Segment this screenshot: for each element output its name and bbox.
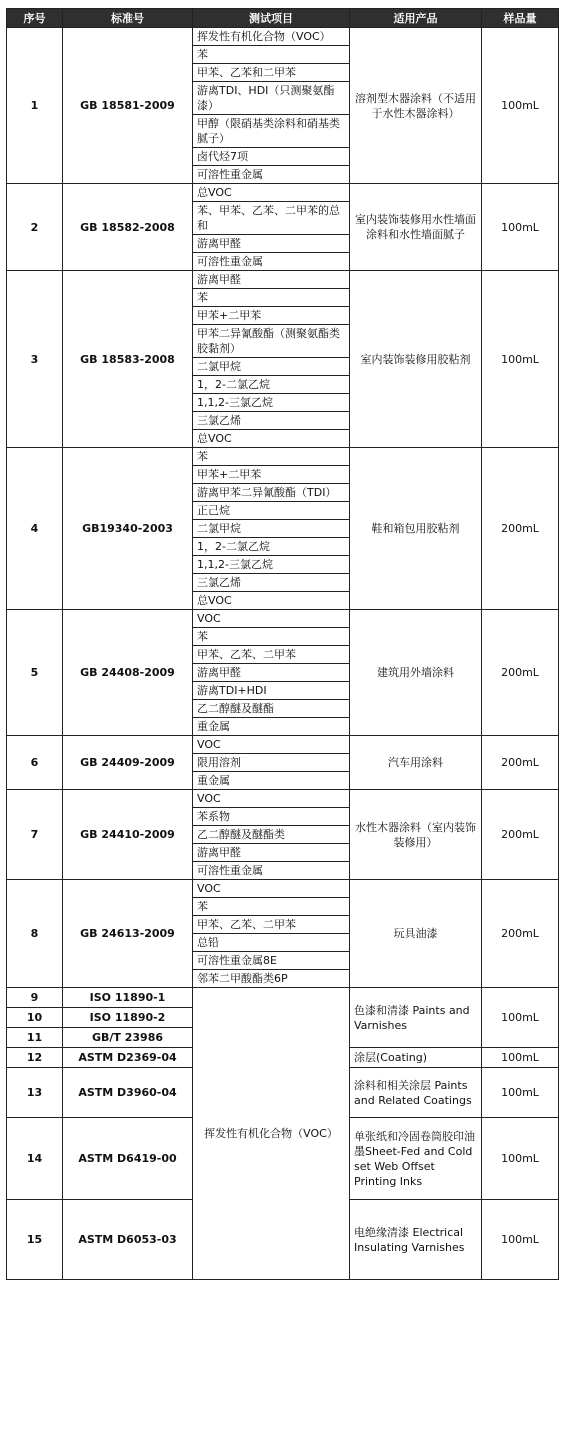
test-item: 游离甲苯二异氰酸酯（TDI） [193, 484, 350, 502]
test-item: 乙二醇醚及醚酯 [193, 700, 350, 718]
applicable-product: 建筑用外墙涂料 [350, 610, 482, 736]
standard-code: GB 24613-2009 [63, 880, 193, 988]
table-body [7, 28, 559, 1280]
row-number: 14 [7, 1118, 63, 1200]
table-row [7, 610, 559, 628]
test-item: 总铅 [193, 934, 350, 952]
standard-code: GB19340-2003 [63, 448, 193, 610]
test-item: 三氯乙烯 [193, 412, 350, 430]
test-item: 游离甲醛 [193, 664, 350, 682]
standard-code: GB 18581-2009 [63, 28, 193, 184]
header-test-item: 测试项目 [193, 9, 350, 28]
table-row [7, 271, 559, 289]
sample-amount: 100mL [482, 988, 559, 1048]
table-row [7, 988, 559, 1008]
test-item: VOC [193, 790, 350, 808]
applicable-product: 汽车用涂料 [350, 736, 482, 790]
table-row [7, 28, 559, 46]
header-no: 序号 [7, 9, 63, 28]
test-item: 挥发性有机化合物（VOC） [193, 28, 350, 46]
test-item: 总VOC [193, 592, 350, 610]
test-item: 1,1,2-三氯乙烷 [193, 556, 350, 574]
test-item: 甲苯、乙苯、二甲苯 [193, 916, 350, 934]
row-number: 11 [7, 1028, 63, 1048]
standard-code: ASTM D6053-03 [63, 1200, 193, 1280]
test-item: 卤代烃7项 [193, 148, 350, 166]
test-item: 甲苯+二甲苯 [193, 466, 350, 484]
row-number: 9 [7, 988, 63, 1008]
table-row [7, 448, 559, 466]
test-item: 二氯甲烷 [193, 520, 350, 538]
sample-amount: 100mL [482, 1118, 559, 1200]
standard-code: ISO 11890-1 [63, 988, 193, 1008]
sample-amount: 100mL [482, 28, 559, 184]
header-standard: 标准号 [63, 9, 193, 28]
test-item: 1，2-二氯乙烷 [193, 538, 350, 556]
test-item: 可溶性重金属 [193, 166, 350, 184]
header-product: 适用产品 [350, 9, 482, 28]
test-item: 可溶性重金属 [193, 862, 350, 880]
test-item: 苯 [193, 448, 350, 466]
standard-code: GB 24410-2009 [63, 790, 193, 880]
row-number: 12 [7, 1048, 63, 1068]
row-number: 3 [7, 271, 63, 448]
row-number: 10 [7, 1008, 63, 1028]
test-item: 三氯乙烯 [193, 574, 350, 592]
test-item: VOC [193, 880, 350, 898]
row-number: 13 [7, 1068, 63, 1118]
test-item: 苯 [193, 46, 350, 64]
table-row [7, 736, 559, 754]
test-item: 正己烷 [193, 502, 350, 520]
standard-code: ASTM D3960-04 [63, 1068, 193, 1118]
test-item: 苯 [193, 628, 350, 646]
applicable-product: 涂层(Coating) [350, 1048, 482, 1068]
applicable-product: 单张纸和冷固卷筒胶印油墨Sheet-Fed and Cold set Web Offset Printing Inks [350, 1118, 482, 1200]
applicable-product: 室内装饰装修用水性墙面涂料和水性墙面腻子 [350, 184, 482, 271]
row-number: 4 [7, 448, 63, 610]
standard-code: ASTM D2369-04 [63, 1048, 193, 1068]
test-item: 乙二醇醚及醚酯类 [193, 826, 350, 844]
standard-code: GB 18582-2008 [63, 184, 193, 271]
test-item: 甲苯、乙苯和二甲苯 [193, 64, 350, 82]
table-row [7, 880, 559, 898]
sample-amount: 100mL [482, 184, 559, 271]
sample-amount: 200mL [482, 610, 559, 736]
test-item: 邻苯二甲酸酯类6P [193, 970, 350, 988]
applicable-product: 色漆和清漆 Paints and Varnishes [350, 988, 482, 1048]
standard-code: ISO 11890-2 [63, 1008, 193, 1028]
test-item: VOC [193, 610, 350, 628]
test-item: 苯 [193, 289, 350, 307]
standard-code: GB 18583-2008 [63, 271, 193, 448]
row-number: 7 [7, 790, 63, 880]
table-row [7, 790, 559, 808]
sample-amount: 100mL [482, 271, 559, 448]
test-item: 甲苯+二甲苯 [193, 307, 350, 325]
test-item: 限用溶剂 [193, 754, 350, 772]
test-item: 游离甲醛 [193, 271, 350, 289]
row-number: 1 [7, 28, 63, 184]
header-amount: 样品量 [482, 9, 559, 28]
test-item: 苯、甲苯、乙苯、二甲苯的总和 [193, 202, 350, 235]
applicable-product: 电绝缘清漆 Electrical Insulating Varnishes [350, 1200, 482, 1280]
sample-amount: 100mL [482, 1068, 559, 1118]
test-item: 甲醇（限硝基类涂料和硝基类腻子） [193, 115, 350, 148]
sample-amount: 200mL [482, 790, 559, 880]
test-item: VOC [193, 736, 350, 754]
test-item: 游离TDI+HDI [193, 682, 350, 700]
applicable-product: 涂料和相关涂层 Paints and Related Coatings [350, 1068, 482, 1118]
row-number: 5 [7, 610, 63, 736]
standards-table [6, 8, 559, 1280]
row-number: 15 [7, 1200, 63, 1280]
applicable-product: 水性木器涂料（室内装饰装修用） [350, 790, 482, 880]
test-item: 游离甲醛 [193, 844, 350, 862]
test-item: 挥发性有机化合物（VOC） [193, 988, 350, 1280]
header-row [7, 9, 559, 28]
applicable-product: 室内装饰装修用胶粘剂 [350, 271, 482, 448]
row-number: 2 [7, 184, 63, 271]
sample-amount: 200mL [482, 448, 559, 610]
applicable-product: 鞋和箱包用胶粘剂 [350, 448, 482, 610]
sample-amount: 100mL [482, 1200, 559, 1280]
sample-amount: 200mL [482, 880, 559, 988]
test-item: 甲苯二异氰酸酯（测聚氨酯类胶黏剂） [193, 325, 350, 358]
test-item: 可溶性重金属8E [193, 952, 350, 970]
test-item: 可溶性重金属 [193, 253, 350, 271]
test-item: 重金属 [193, 772, 350, 790]
sample-amount: 100mL [482, 1048, 559, 1068]
test-item: 苯系物 [193, 808, 350, 826]
row-number: 6 [7, 736, 63, 790]
test-item: 重金属 [193, 718, 350, 736]
test-item: 总VOC [193, 184, 350, 202]
standard-code: GB/T 23986 [63, 1028, 193, 1048]
test-item: 苯 [193, 898, 350, 916]
test-item: 甲苯、乙苯、二甲苯 [193, 646, 350, 664]
test-item: 二氯甲烷 [193, 358, 350, 376]
test-item: 总VOC [193, 430, 350, 448]
standard-code: GB 24409-2009 [63, 736, 193, 790]
test-item: 1,1,2-三氯乙烷 [193, 394, 350, 412]
row-number: 8 [7, 880, 63, 988]
table-row [7, 184, 559, 202]
sample-amount: 200mL [482, 736, 559, 790]
standard-code: GB 24408-2009 [63, 610, 193, 736]
applicable-product: 溶剂型木器涂料（不适用于水性木器涂料） [350, 28, 482, 184]
applicable-product: 玩具油漆 [350, 880, 482, 988]
test-item: 游离TDI、HDI（只测聚氨酯漆） [193, 82, 350, 115]
test-item: 1，2-二氯乙烷 [193, 376, 350, 394]
test-item: 游离甲醛 [193, 235, 350, 253]
standard-code: ASTM D6419-00 [63, 1118, 193, 1200]
